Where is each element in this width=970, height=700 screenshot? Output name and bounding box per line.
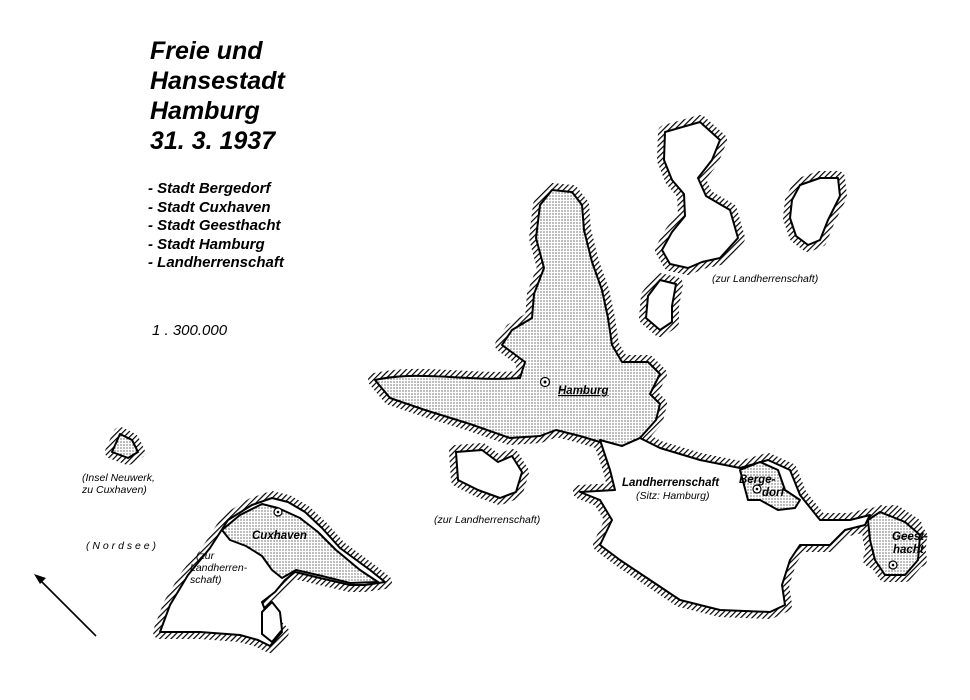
northeast-exclave-area [790,178,840,245]
label-neuwerk-2: zu Cuxhaven) [82,484,147,496]
label-landherrenschaft: Landherrenschaft [622,477,720,489]
label-geesthacht-2: hacht [893,544,924,556]
title-line-3: Hamburg [150,97,260,125]
legend-item-bergedorf: - Stadt Bergedorf [148,180,271,197]
title-line-1: Freie und [150,37,263,65]
label-geesthacht-1: Geest- [892,531,928,543]
landherrenschaft-area [580,438,870,612]
map-scale: 1 . 300.000 [152,322,228,339]
circled-dot-icon [753,485,761,493]
title-date: 31. 3. 1937 [150,127,276,155]
label-zur-landherrenschaft-middle: (zur Landherrenschaft) [434,514,541,526]
circled-dot-icon [274,508,282,516]
legend-item-geesthacht: - Stadt Geesthacht [148,217,281,234]
label-cuxhaven: Cuxhaven [252,530,307,542]
circled-dot-icon [541,378,550,387]
label-zur-landherrenschaft-cux-3: schaft) [190,574,222,586]
label-zur-landherrenschaft-cux-2: Landherren- [190,562,248,574]
legend-item-hamburg: - Stadt Hamburg [148,235,265,253]
label-bergedorf-1: Berge- [739,474,776,486]
legend-item-cuxhaven: - Stadt Cuxhaven [148,198,271,216]
label-hamburg: Hamburg [558,385,609,397]
label-bergedorf-2: dorf [762,487,785,499]
label-neuwerk-1: (Insel Neuwerk, [82,472,155,484]
label-zur-landherrenschaft-cux-1: (zur [196,550,215,562]
label-nordsee: ( N o r d s e e ) [86,540,157,552]
circled-dot-icon [889,561,897,569]
north-exclave-area [662,122,738,268]
legend-item-landherrenschaft: - Landherrenschaft [148,254,284,271]
title-line-2: Hansestadt [150,67,285,95]
label-landherrenschaft-seat: (Sitz: Hamburg) [636,490,710,502]
label-zur-landherrenschaft-north: (zur Landherrenschaft) [712,273,819,285]
north-arrow-icon [34,574,96,636]
hamburg-city-area [375,190,660,446]
